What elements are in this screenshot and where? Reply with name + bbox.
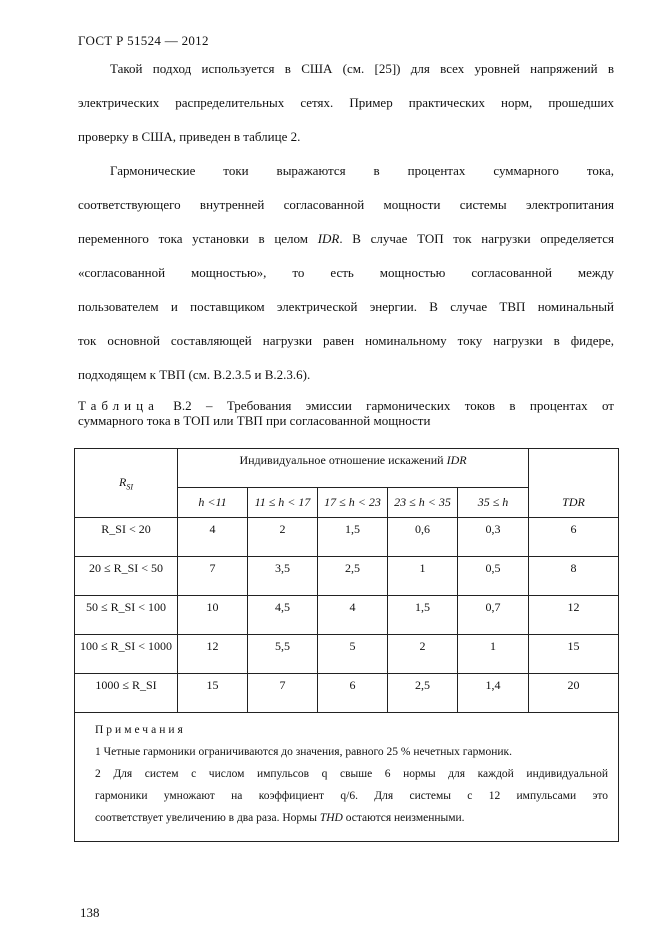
tdr-cell: 8 xyxy=(529,557,619,596)
table-caption-line-1 xyxy=(78,398,614,413)
value-cell: 7 xyxy=(178,557,248,596)
table-caption xyxy=(78,398,614,428)
range-cell: 100 ≤ R_SI < 1000 xyxy=(75,635,178,674)
value-cell: 5,5 xyxy=(248,635,318,674)
paragraph-1-line-3: проверку в США, приведен в таблице 2. xyxy=(78,129,301,144)
table-body xyxy=(75,518,619,713)
value-cell: 4,5 xyxy=(248,596,318,635)
rsi-header-r: R xyxy=(118,474,127,489)
value-cell: 7 xyxy=(248,674,318,713)
rsi-header-sub: SI xyxy=(126,482,133,492)
paragraph-2-line-3-end: . В случае ТОП ток нагрузки определяется xyxy=(339,231,614,246)
paragraph-2-line-2: соответствующего внутренней согласованной мощности системы электропитания xyxy=(78,197,614,212)
page-number: 138 xyxy=(80,905,100,920)
note-2-line-2: гармоники умножают на коэффициент q/6. Для системы с 12 импульсами это xyxy=(95,790,609,802)
note-2-line-3-start: соответствует увеличению в два раза. Нормы xyxy=(95,812,320,824)
value-cell: 1,5 xyxy=(318,518,388,557)
col-header-4: 35 ≤ h xyxy=(458,488,529,518)
col-header-3: 23 ≤ h < 35 xyxy=(388,488,458,518)
value-cell: 12 xyxy=(178,635,248,674)
tdr-cell: 20 xyxy=(529,674,619,713)
range-cell: 1000 ≤ R_SI xyxy=(75,674,178,713)
paragraph-1 xyxy=(78,52,614,154)
range-cell: R_SI < 20 xyxy=(75,518,178,557)
tdr-cell: 15 xyxy=(529,635,619,674)
rsi-header-cell xyxy=(75,449,178,518)
notes-title: Примечания xyxy=(95,724,186,736)
range-cell: 20 ≤ R_SI < 50 xyxy=(75,557,178,596)
value-cell: 0,3 xyxy=(458,518,529,557)
tdr-cell: 12 xyxy=(529,596,619,635)
paragraph-2-line-6: ток основной составляющей нагрузки равен номинальному току нагрузки в фидере, xyxy=(78,333,614,348)
value-cell: 15 xyxy=(178,674,248,713)
paragraph-2-line-4: «согласованной мощностью», то есть мощностью согласованной между xyxy=(78,265,614,280)
idr-group-header-term: IDR xyxy=(446,453,467,467)
note-2-line-1: 2 Для систем с числом импульсов q свыше 6 нормы для каждой индивидуальной xyxy=(95,768,609,780)
table-row xyxy=(75,596,619,635)
idr-group-header xyxy=(178,449,529,488)
tdr-cell: 6 xyxy=(529,518,619,557)
document-header: ГОСТ Р 51524 — 2012 xyxy=(78,33,209,48)
paragraph-2-line-5: пользователем и поставщиком электрической энергии. В случае ТВП номинальный xyxy=(78,299,614,314)
value-cell: 2 xyxy=(248,518,318,557)
table-row xyxy=(75,557,619,596)
value-cell: 0,5 xyxy=(458,557,529,596)
table-row xyxy=(75,518,619,557)
value-cell: 6 xyxy=(318,674,388,713)
table-caption-word: Таблица xyxy=(78,398,159,413)
idr-group-header-text: Индивидуальное отношение искажений xyxy=(239,453,447,467)
note-2-line-3-end: остаются неизменными. xyxy=(342,812,465,824)
paragraph-1-line-2: электрических распределительных сетях. Пример практических норм, прошедших xyxy=(78,95,614,110)
value-cell: 3,5 xyxy=(248,557,318,596)
value-cell: 1,5 xyxy=(388,596,458,635)
value-cell: 2 xyxy=(388,635,458,674)
paragraph-2-line-1: Гармонические токи выражаются в процентах суммарного тока, xyxy=(110,163,614,178)
value-cell: 2,5 xyxy=(318,557,388,596)
tdr-header: TDR xyxy=(529,488,619,518)
value-cell: 4 xyxy=(178,518,248,557)
paragraph-2-line-3-start: переменного тока установки в целом xyxy=(78,231,318,246)
value-cell: 0,6 xyxy=(388,518,458,557)
idr-term: IDR xyxy=(317,231,340,246)
value-cell: 1,4 xyxy=(458,674,529,713)
value-cell: 4 xyxy=(318,596,388,635)
paragraph-2-line-3 xyxy=(78,222,614,256)
table-row xyxy=(75,635,619,674)
note-1: 1 Четные гармоники ограничиваются до значения, равного 25 % нечетных гармоник. xyxy=(95,746,512,758)
range-cell: 50 ≤ R_SI < 100 xyxy=(75,596,178,635)
paragraph-1-line-1: Такой подход используется в США (см. [25]) для всех уровней напряжений в xyxy=(110,61,614,76)
paragraph-2 xyxy=(78,154,614,392)
value-cell: 1 xyxy=(458,635,529,674)
table-notes xyxy=(75,713,619,842)
paragraph-2-line-7: подходящем к ТВП (см. В.2.3.5 и В.2.3.6). xyxy=(78,367,311,382)
value-cell: 0,7 xyxy=(458,596,529,635)
value-cell: 2,5 xyxy=(388,674,458,713)
value-cell: 5 xyxy=(318,635,388,674)
harmonics-table xyxy=(74,448,619,842)
value-cell: 10 xyxy=(178,596,248,635)
table-row xyxy=(75,674,619,713)
table-caption-line-1-rest: В.2 – Требования эмиссии гармонических токов в процентах от xyxy=(158,398,614,413)
thd-term: THD xyxy=(319,812,343,824)
col-header-0: h <11 xyxy=(178,488,248,518)
value-cell: 1 xyxy=(388,557,458,596)
col-header-2: 17 ≤ h < 23 xyxy=(318,488,388,518)
note-2-line-3 xyxy=(95,807,608,829)
col-header-1: 11 ≤ h < 17 xyxy=(248,488,318,518)
table-caption-line-2: суммарного тока в ТОП или ТВП при согласованной мощности xyxy=(78,413,431,428)
tdr-header-top xyxy=(529,449,619,488)
